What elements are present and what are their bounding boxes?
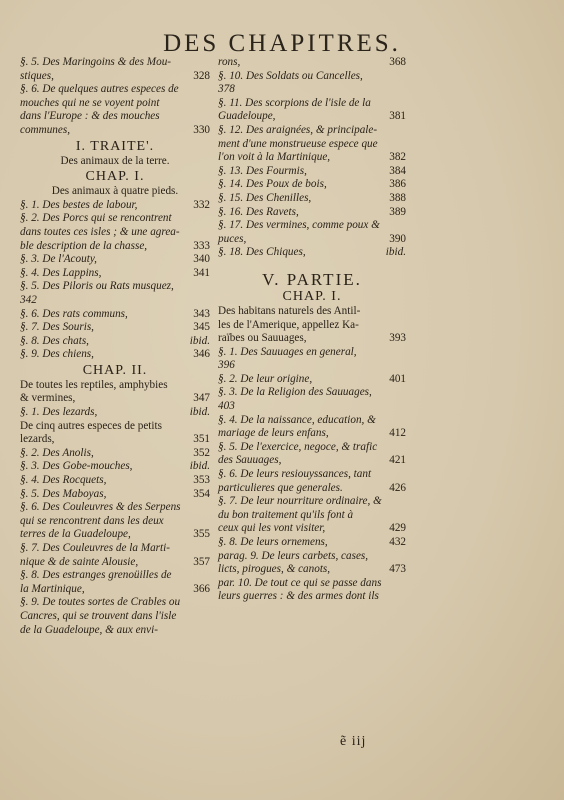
- toc-entry-text: du bon traitement qu'ils font à: [218, 508, 354, 521]
- toc-line: [20, 515, 210, 529]
- toc-line: [20, 583, 210, 597]
- toc-line: [218, 332, 406, 346]
- page-number: 382: [389, 151, 406, 164]
- toc-entry-text: Des animaux à quatre pieds.: [51, 185, 179, 198]
- toc-entry-text: §. 15. Des Chenilles,: [218, 191, 312, 204]
- toc-line: [218, 536, 406, 550]
- toc-entry-text: §. 14. Des Poux de bois,: [218, 178, 327, 191]
- page-number: ibid.: [189, 406, 210, 419]
- toc-entry-text: §. 12. Des araignées, & principale-: [218, 123, 378, 136]
- toc-line: [20, 406, 210, 420]
- toc-line: [218, 219, 406, 233]
- toc-line: [20, 528, 210, 542]
- page-number: 366: [193, 582, 210, 595]
- toc-entry-text: De toutes les reptiles, amphybies: [20, 378, 168, 391]
- toc-line: [20, 447, 210, 461]
- toc-entry-text: communes,: [20, 123, 71, 136]
- toc-line: [218, 233, 406, 247]
- toc-line: [20, 362, 210, 379]
- toc-line: [20, 138, 210, 155]
- page-number: 381: [389, 110, 406, 123]
- page-number: 412: [389, 427, 406, 440]
- toc-line: [20, 185, 210, 199]
- toc-entry-text: §. 17. Des vermines, comme poux &: [218, 219, 380, 232]
- toc-entry-text: ceux qui les vont visiter,: [218, 522, 326, 535]
- toc-entry-text: mariage de leurs enfans,: [218, 427, 329, 440]
- toc-line: [20, 542, 210, 556]
- page-number: 368: [389, 56, 406, 68]
- toc-entry-text: §. 7. Des Souris,: [20, 321, 94, 334]
- toc-entry-text: §. 6. De leurs resiouyssances, tant: [218, 468, 372, 481]
- toc-line: [20, 240, 210, 254]
- signature-mark: ẽ iij: [340, 734, 367, 749]
- page-number: 343: [193, 307, 210, 320]
- toc-line: [20, 379, 210, 393]
- toc-entry-text: raïbes ou Sauuages,: [218, 332, 307, 345]
- toc-entry-text: parag. 9. De leurs carbets, cases,: [218, 549, 369, 562]
- toc-line: [20, 392, 210, 406]
- page-number: 333: [193, 239, 210, 252]
- page-number: 390: [389, 232, 406, 245]
- toc-line: [218, 590, 406, 604]
- toc-line: [218, 550, 406, 564]
- toc-entry-text: §. 7. De leur nourriture ordinaire, &: [218, 495, 382, 508]
- toc-line: [218, 373, 406, 387]
- toc-line: [218, 260, 406, 288]
- toc-line: [218, 577, 406, 591]
- toc-entry-text: leurs guerres : & des armes dont ils: [218, 590, 379, 603]
- toc-line: [20, 124, 210, 138]
- toc-line: [218, 522, 406, 536]
- page-number: 340: [193, 253, 210, 266]
- toc-line: [20, 56, 210, 70]
- toc-entry-text: de la Guadeloupe, & aux envi-: [20, 623, 158, 636]
- page-number: 429: [389, 522, 406, 535]
- toc-entry-text: I. TRAITE'.: [75, 138, 155, 154]
- toc-line: [218, 70, 406, 84]
- toc-entry-text: §. 2. Des Porcs qui se rencontrent: [20, 212, 172, 225]
- toc-line: [20, 308, 210, 322]
- toc-entry-text: §. 8. Des chats,: [20, 334, 89, 347]
- toc-entry-text: 396: [218, 359, 235, 372]
- toc-line: [218, 151, 406, 165]
- toc-entry-text: §. 6. De quelques autres especes de: [20, 83, 179, 96]
- toc-entry-text: par. 10. De tout ce qui se passe dans: [218, 576, 382, 589]
- toc-line: [218, 110, 406, 124]
- toc-entry-text: §. 11. Des scorpions de l'isle de la: [218, 96, 371, 109]
- toc-entry-text: §. 6. Des Couleuvres & des Serpens: [20, 501, 181, 514]
- toc-entry-text: Guadeloupe,: [218, 110, 276, 123]
- toc-entry-text: particulieres que generales.: [218, 481, 343, 494]
- toc-entry-text: §. 3. Des Gobe-mouches,: [20, 460, 133, 473]
- toc-entry-text: CHAP. I.: [85, 169, 145, 185]
- toc-line: [20, 460, 210, 474]
- toc-line: [20, 110, 210, 124]
- toc-entry-text: Cancres, qui se trouvent dans l'isle: [20, 609, 177, 622]
- toc-entry-text: §. 6. Des rats communs,: [20, 307, 128, 320]
- page-number: 330: [193, 123, 210, 136]
- toc-entry-text: §. 5. Des Maringoins & des Mou-: [20, 56, 172, 68]
- toc-line: [20, 348, 210, 362]
- toc-entry-text: qui se rencontrent dans les deux: [20, 514, 164, 527]
- toc-entry-text: §. 1. Des Sauuages en general,: [218, 345, 357, 358]
- toc-line: [218, 400, 406, 414]
- page-number: 386: [389, 178, 406, 191]
- toc-line: [218, 427, 406, 441]
- toc-line: [20, 420, 210, 434]
- toc-line: [20, 569, 210, 583]
- page-number: 426: [389, 481, 406, 494]
- toc-entry-text: §. 1. Des bestes de labour,: [20, 198, 138, 211]
- page-number: 401: [389, 372, 406, 385]
- page-number: 352: [193, 446, 210, 459]
- toc-entry-text: §. 4. Des Lappins,: [20, 266, 102, 279]
- page-number: 388: [389, 191, 406, 204]
- toc-line: [20, 474, 210, 488]
- toc-entry-text: §. 10. Des Soldats ou Cancelles,: [218, 69, 363, 82]
- toc-line: [20, 294, 210, 308]
- toc-line: [20, 97, 210, 111]
- toc-entry-text: nique & de sainte Alousie,: [20, 555, 139, 568]
- page-number: 328: [193, 69, 210, 82]
- toc-entry-text: §. 5. De l'exercice, negoce, & trafic: [218, 440, 378, 453]
- toc-line: [218, 509, 406, 523]
- toc-entry-text: §. 3. De la Religion des Sauuages,: [218, 386, 372, 399]
- toc-entry-text: licts, pirogues, & canots,: [218, 563, 331, 576]
- toc-entry-text: 403: [218, 400, 235, 413]
- toc-line: [218, 386, 406, 400]
- toc-line: [218, 138, 406, 152]
- toc-entry-text: Des habitans naturels des Antil-: [218, 304, 361, 317]
- toc-entry-text: ment d'une monstrueuse espece que: [218, 137, 378, 150]
- page-number: 384: [389, 164, 406, 177]
- toc-entry-text: §. 4. De la naissance, education, &: [218, 413, 376, 426]
- toc-line: [20, 267, 210, 281]
- page-number: 345: [193, 321, 210, 334]
- toc-entry-text: De cinq autres especes de petits: [20, 419, 162, 432]
- toc-entry-text: mouches qui ne se voyent point: [20, 96, 160, 109]
- page-number: 354: [193, 487, 210, 500]
- toc-line: [20, 433, 210, 447]
- page-number: 346: [193, 348, 210, 361]
- toc-entry-text: §. 1. Des lezards,: [20, 406, 98, 419]
- page-number: 421: [389, 454, 406, 467]
- page-number: ibid.: [189, 334, 210, 347]
- page-number: ibid.: [189, 460, 210, 473]
- toc-line: [218, 83, 406, 97]
- toc-line: [218, 56, 406, 70]
- right-column: [218, 56, 406, 604]
- toc-line: [218, 482, 406, 496]
- toc-line: [218, 178, 406, 192]
- toc-entry-text: §. 16. Des Ravets,: [218, 205, 299, 218]
- toc-line: [218, 441, 406, 455]
- toc-entry-text: §. 9. De toutes sortes de Crables ou: [20, 596, 181, 609]
- toc-line: [20, 321, 210, 335]
- toc-line: [218, 305, 406, 319]
- toc-line: [218, 97, 406, 111]
- page-number: 341: [193, 266, 210, 279]
- toc-entry-text: §. 8. De leurs ornemens,: [218, 536, 328, 548]
- page-number: 353: [193, 474, 210, 487]
- toc-line: [218, 206, 406, 220]
- toc-entry-text: §. 2. Des Anolis,: [20, 446, 94, 459]
- page-number: 357: [193, 555, 210, 568]
- toc-entry-text: CHAP. II.: [82, 362, 148, 378]
- toc-line: [218, 288, 406, 305]
- toc-line: [218, 468, 406, 482]
- toc-line: [20, 624, 210, 638]
- toc-entry-text: des Sauuages,: [218, 454, 282, 467]
- toc-line: [218, 359, 406, 373]
- page-number: 332: [193, 198, 210, 211]
- toc-entry-text: les de l'Amerique, appellez Ka-: [218, 318, 359, 331]
- toc-entry-text: puces,: [218, 232, 247, 245]
- page-header: DES CHAPITRES.: [163, 30, 401, 57]
- toc-entry-text: §. 4. Des Rocquets,: [20, 474, 107, 487]
- toc-line: [20, 596, 210, 610]
- toc-line: [218, 346, 406, 360]
- toc-line: [218, 563, 406, 577]
- toc-entry-text: dans l'Europe : & des mouches: [20, 110, 160, 123]
- toc-line: [20, 556, 210, 570]
- toc-line: [218, 319, 406, 333]
- toc-entry-text: dans toutes ces isles ; & une agrea-: [20, 225, 180, 238]
- toc-entry-text: lezards,: [20, 433, 55, 446]
- toc-line: [218, 495, 406, 509]
- toc-entry-text: §. 5. Des Maboyas,: [20, 487, 107, 500]
- page-number: 432: [389, 536, 406, 548]
- toc-line: [20, 199, 210, 213]
- toc-line: [20, 226, 210, 240]
- toc-entry-text: §. 13. Des Fourmis,: [218, 164, 307, 177]
- toc-entry-text: CHAP. I.: [282, 288, 342, 304]
- page-number: 355: [193, 528, 210, 541]
- toc-line: [218, 454, 406, 468]
- toc-entry-text: stiques,: [20, 69, 54, 82]
- toc-line: [218, 414, 406, 428]
- toc-line: [20, 70, 210, 84]
- page-number: 389: [389, 205, 406, 218]
- toc-entry-text: §. 5. Des Piloris ou Rats musquez,: [20, 280, 174, 293]
- toc-line: [218, 165, 406, 179]
- toc-line: [20, 501, 210, 515]
- toc-line: [218, 246, 406, 260]
- toc-entry-text: §. 7. Des Couleuvres de la Marti-: [20, 542, 170, 554]
- toc-entry-text: V. PARTIE.: [262, 269, 362, 289]
- toc-entry-text: 342: [20, 293, 37, 306]
- page-number: ibid.: [385, 246, 406, 259]
- toc-entry-text: §. 8. Des estranges grenoüilles de: [20, 569, 172, 582]
- toc-line: [20, 280, 210, 294]
- toc-entry-text: §. 9. Des chiens,: [20, 348, 94, 361]
- toc-entry-text: l'on voit à la Martinique,: [218, 151, 331, 164]
- toc-line: [20, 488, 210, 502]
- page-number: 351: [193, 433, 210, 446]
- toc-line: [20, 253, 210, 267]
- toc-entry-text: ble description de la chasse,: [20, 239, 148, 252]
- toc-entry-text: 378: [218, 83, 235, 96]
- toc-entry-text: rons,: [218, 56, 241, 68]
- toc-entry-text: terres de la Guadeloupe,: [20, 528, 131, 541]
- toc-line: [20, 610, 210, 624]
- toc-entry-text: la Martinique,: [20, 582, 85, 595]
- page-number: 473: [389, 563, 406, 576]
- toc-line: [20, 335, 210, 349]
- toc-line: [20, 155, 210, 169]
- toc-entry-text: & vermines,: [20, 392, 76, 405]
- toc-line: [218, 124, 406, 138]
- toc-entry-text: §. 3. De l'Acouty,: [20, 253, 97, 266]
- toc-line: [20, 83, 210, 97]
- toc-line: [20, 168, 210, 185]
- toc-entry-text: Des animaux de la terre.: [60, 154, 170, 167]
- page-number: 393: [389, 332, 406, 345]
- toc-entry-text: §. 18. Des Chiques,: [218, 246, 306, 259]
- page-number: 347: [193, 392, 210, 405]
- toc-line: [20, 212, 210, 226]
- left-column: [20, 56, 210, 637]
- toc-line: [218, 192, 406, 206]
- toc-entry-text: §. 2. De leur origine,: [218, 372, 313, 385]
